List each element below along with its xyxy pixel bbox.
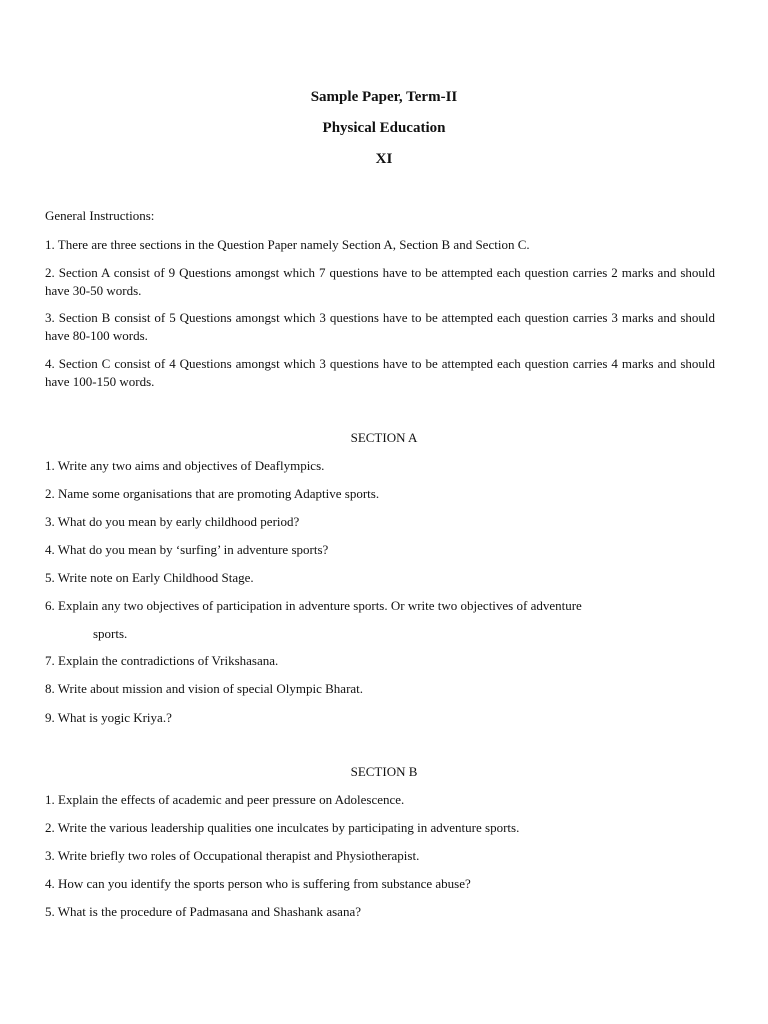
instruction-item: 1. There are three sections in the Question Paper namely Section A, Section B and Section C.: [45, 237, 530, 252]
section-b-heading: SECTION B: [350, 764, 418, 779]
question-item: 6. Explain any two objectives of participation in adventure sports. Or write two objectives of adventure: [45, 598, 582, 613]
question-item: 2. Name some organisations that are promoting Adaptive sports.: [45, 486, 380, 501]
question-item: 8. Write about mission and vision of special Olympic Bharat.: [45, 681, 364, 696]
instruction-item: 2. Section A consist of 9 Questions amongst which 7 questions have to be attempted each question carries 2 marks and should have 30-50 words.: [45, 265, 715, 298]
question-item: 4. How can you identify the sports person who is suffering from substance abuse?: [45, 876, 471, 891]
question-item: 5. What is the procedure of Padmasana and Shashank asana?: [45, 904, 361, 919]
instruction-item: 3. Section B consist of 5 Questions amongst which 3 questions have to be attempted each question carries 3 marks and should have 80-100 words.: [45, 310, 715, 343]
question-item: 3. Write briefly two roles of Occupational therapist and Physiotherapist.: [45, 848, 420, 863]
question-item: 1. Explain the effects of academic and peer pressure on Adolescence.: [45, 792, 405, 807]
instruction-item: 4. Section C consist of 4 Questions amongst which 3 questions have to be attempted each question carries 4 marks and should have 100-150 words.: [45, 356, 715, 389]
question-item: 5. Write note on Early Childhood Stage.: [45, 570, 254, 585]
question-item: 3. What do you mean by early childhood period?: [45, 514, 300, 529]
question-continuation: sports.: [93, 626, 128, 641]
class-title: XI: [375, 151, 393, 167]
question-item: 4. What do you mean by ‘surfing’ in adventure sports?: [45, 542, 329, 557]
subject-title: Physical Education: [322, 120, 446, 136]
paper-title: Sample Paper, Term-II: [310, 89, 458, 105]
section-a-heading: SECTION A: [350, 430, 418, 445]
question-item: 7. Explain the contradictions of Vrikshasana.: [45, 653, 279, 668]
question-item: 9. What is yogic Kriya.?: [45, 710, 172, 725]
question-item: 2. Write the various leadership qualities one inculcates by participating in adventure sports.: [45, 820, 520, 835]
instructions-heading: General Instructions:: [45, 208, 155, 223]
question-item: 1. Write any two aims and objectives of Deaflympics.: [45, 458, 325, 473]
